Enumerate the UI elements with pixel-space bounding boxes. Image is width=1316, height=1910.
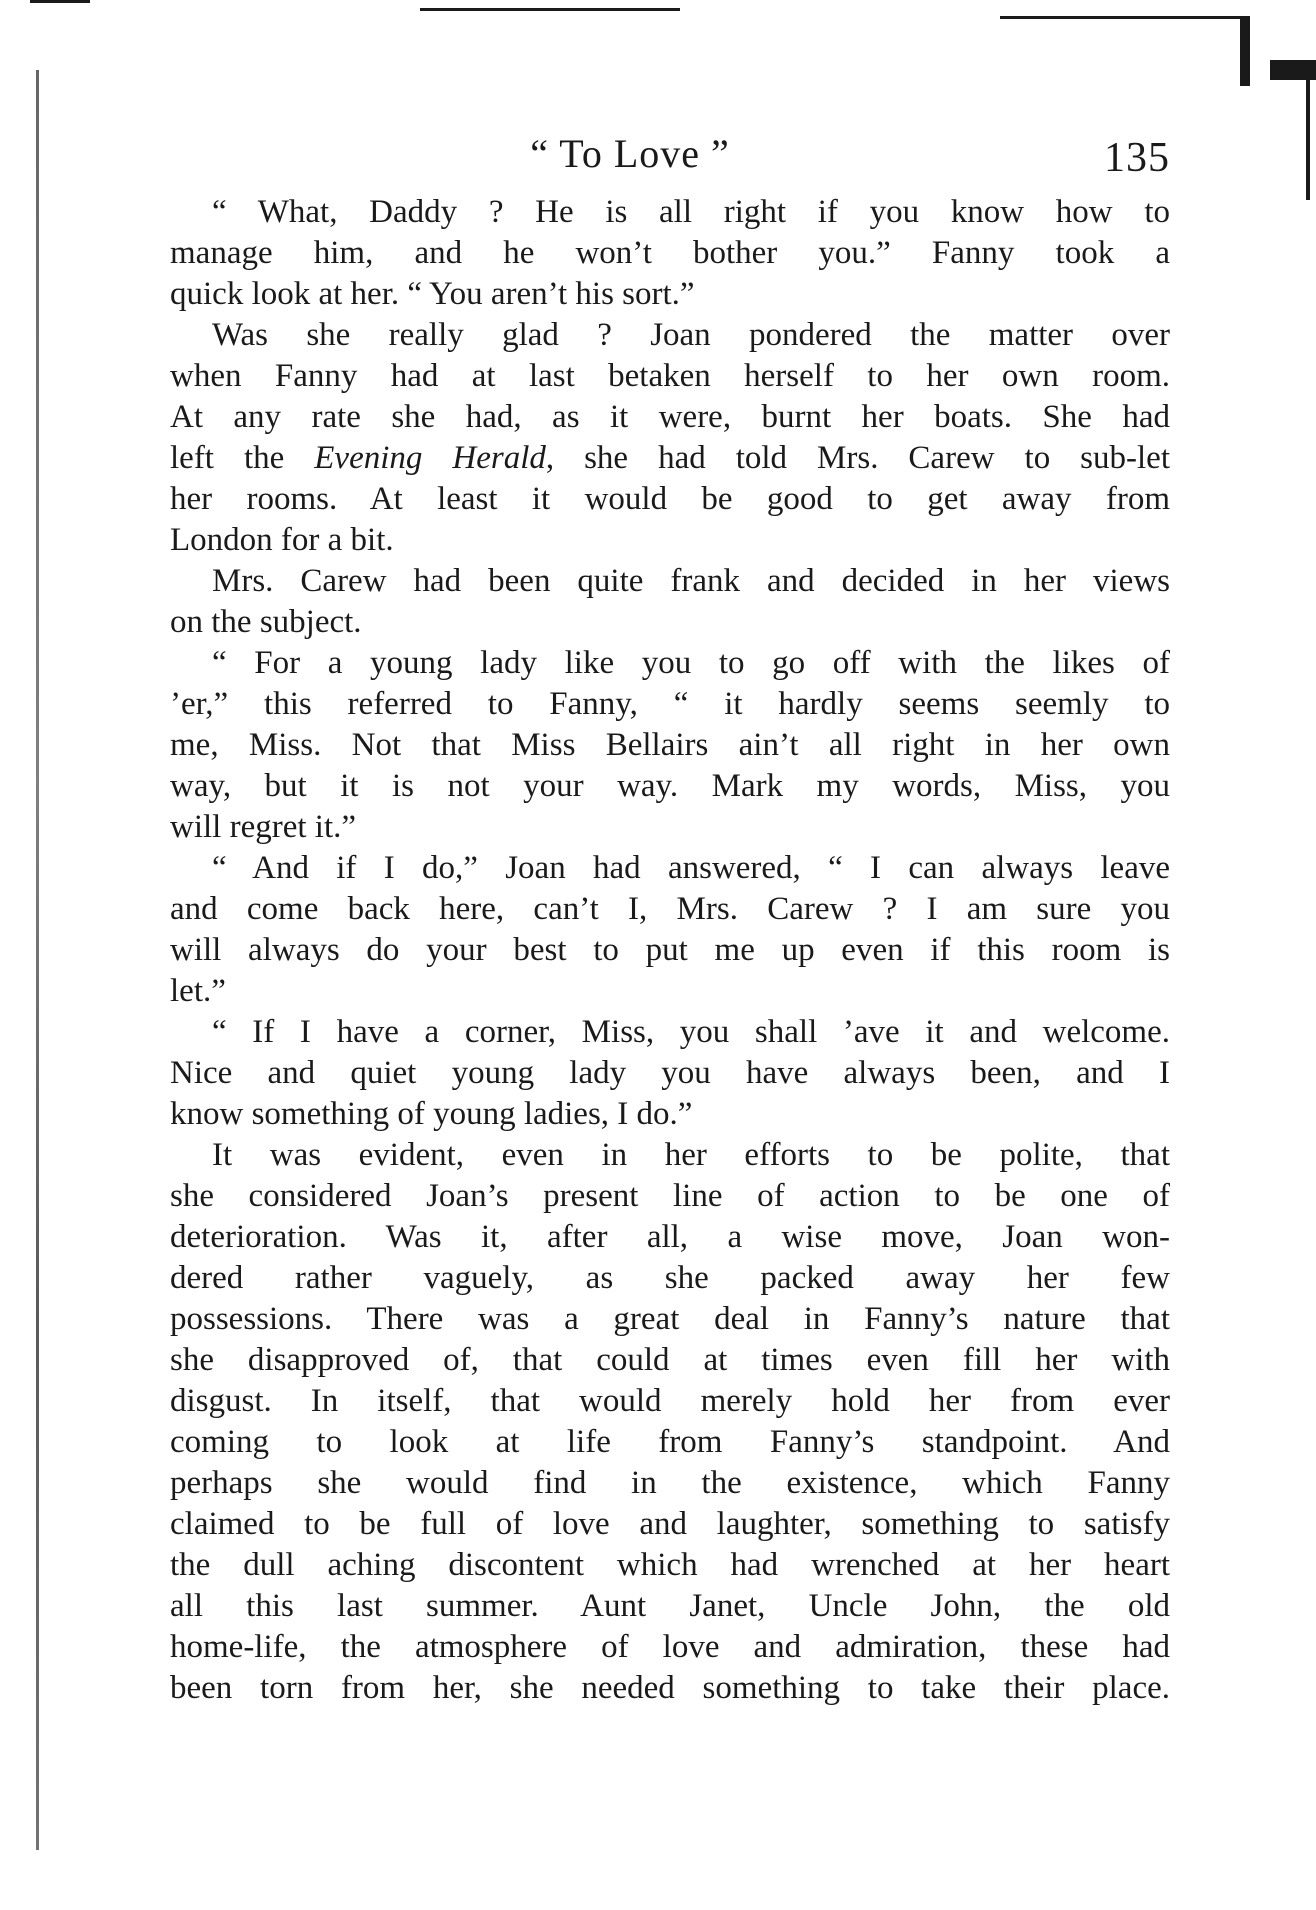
text-line: her rooms. At least it would be good to get away from [170,481,1170,517]
text-line: will regret it.” [170,809,357,845]
text-line: she considered Joan’s present line of action to be one of [170,1178,1170,1214]
text-line: quick look at her. “ You aren’t his sort.” [170,276,695,312]
running-head [170,130,1170,192]
text-line: “ And if I do,” Joan had answered, “ I can always leave [212,850,1170,886]
text-line: London for a bit. [170,522,394,558]
text-line: “ If I have a corner, Miss, you shall ’ave it and welcome. [212,1014,1170,1050]
text-line: let.” [170,973,226,1009]
scan-edge-top-left [30,0,90,3]
text-line: ’er,” this referred to Fanny, “ it hardly seems seemly to [170,686,1170,722]
body-text [170,192,1170,1709]
text-line: “ For a young lady like you to go off with the likes of [212,645,1170,681]
text-line: know something of young ladies, I do.” [170,1096,693,1132]
text-line: will always do your best to put me up even if this room is [170,932,1170,968]
text-line: possessions. There was a great deal in Fanny’s nature that [170,1301,1170,1337]
text-line: me, Miss. Not that Miss Bellairs ain’t all right in her own [170,727,1170,763]
text-line: home-life, the atmosphere of love and admiration, these had [170,1629,1170,1665]
running-title: “ To Love ” [530,131,730,176]
scan-edge-right [1306,60,1310,200]
scan-edge-top-right [1000,16,1240,19]
text-line: she disapproved of, that could at times even fill her with [170,1342,1170,1378]
text-line: and come back here, can’t I, Mrs. Carew ? I am sure you [170,891,1170,927]
scan-edge-left [36,70,39,1850]
text-line: the dull aching discontent which had wrenched at her heart [170,1547,1170,1583]
page-number: 135 [1104,135,1170,181]
text-line: left the Evening Herald, she had told Mrs. Carew to sub-let [170,440,1170,476]
text-line: perhaps she would find in the existence, which Fanny [170,1465,1170,1501]
text-line: way, but it is not your way. Mark my words, Miss, you [170,768,1170,804]
book-page [170,130,1170,1709]
text-line: coming to look at life from Fanny’s standpoint. And [170,1424,1170,1460]
scan-edge-corner-bracket [1240,16,1250,86]
text-line: Nice and quiet young lady you have always been, and I [170,1055,1170,1091]
text-line: Was she really glad ? Joan pondered the matter over [212,317,1170,353]
text-line: It was evident, even in her efforts to be polite, that [212,1137,1170,1173]
text-line: dered rather vaguely, as she packed away her few [170,1260,1170,1296]
text-line: “ What, Daddy ? He is all right if you know how to [212,194,1170,230]
text-line: claimed to be full of love and laughter, something to satisfy [170,1506,1170,1542]
text-line: been torn from her, she needed something to take their place. [170,1670,1170,1706]
text-line: when Fanny had at last betaken herself to her own room. [170,358,1170,394]
newspaper-title: Evening Herald [314,440,546,476]
text-line: disgust. In itself, that would merely hold her from ever [170,1383,1170,1419]
text-line: all this last summer. Aunt Janet, Uncle John, the old [170,1588,1170,1624]
text-line: manage him, and he won’t bother you.” Fanny took a [170,235,1170,271]
text-line: on the subject. [170,604,362,640]
text-line: Mrs. Carew had been quite frank and decided in her views [212,563,1170,599]
scan-edge-top-center [420,8,680,11]
text-line: deterioration. Was it, after all, a wise move, Joan won- [170,1219,1170,1255]
text-line: At any rate she had, as it were, burnt her boats. She had [170,399,1170,435]
